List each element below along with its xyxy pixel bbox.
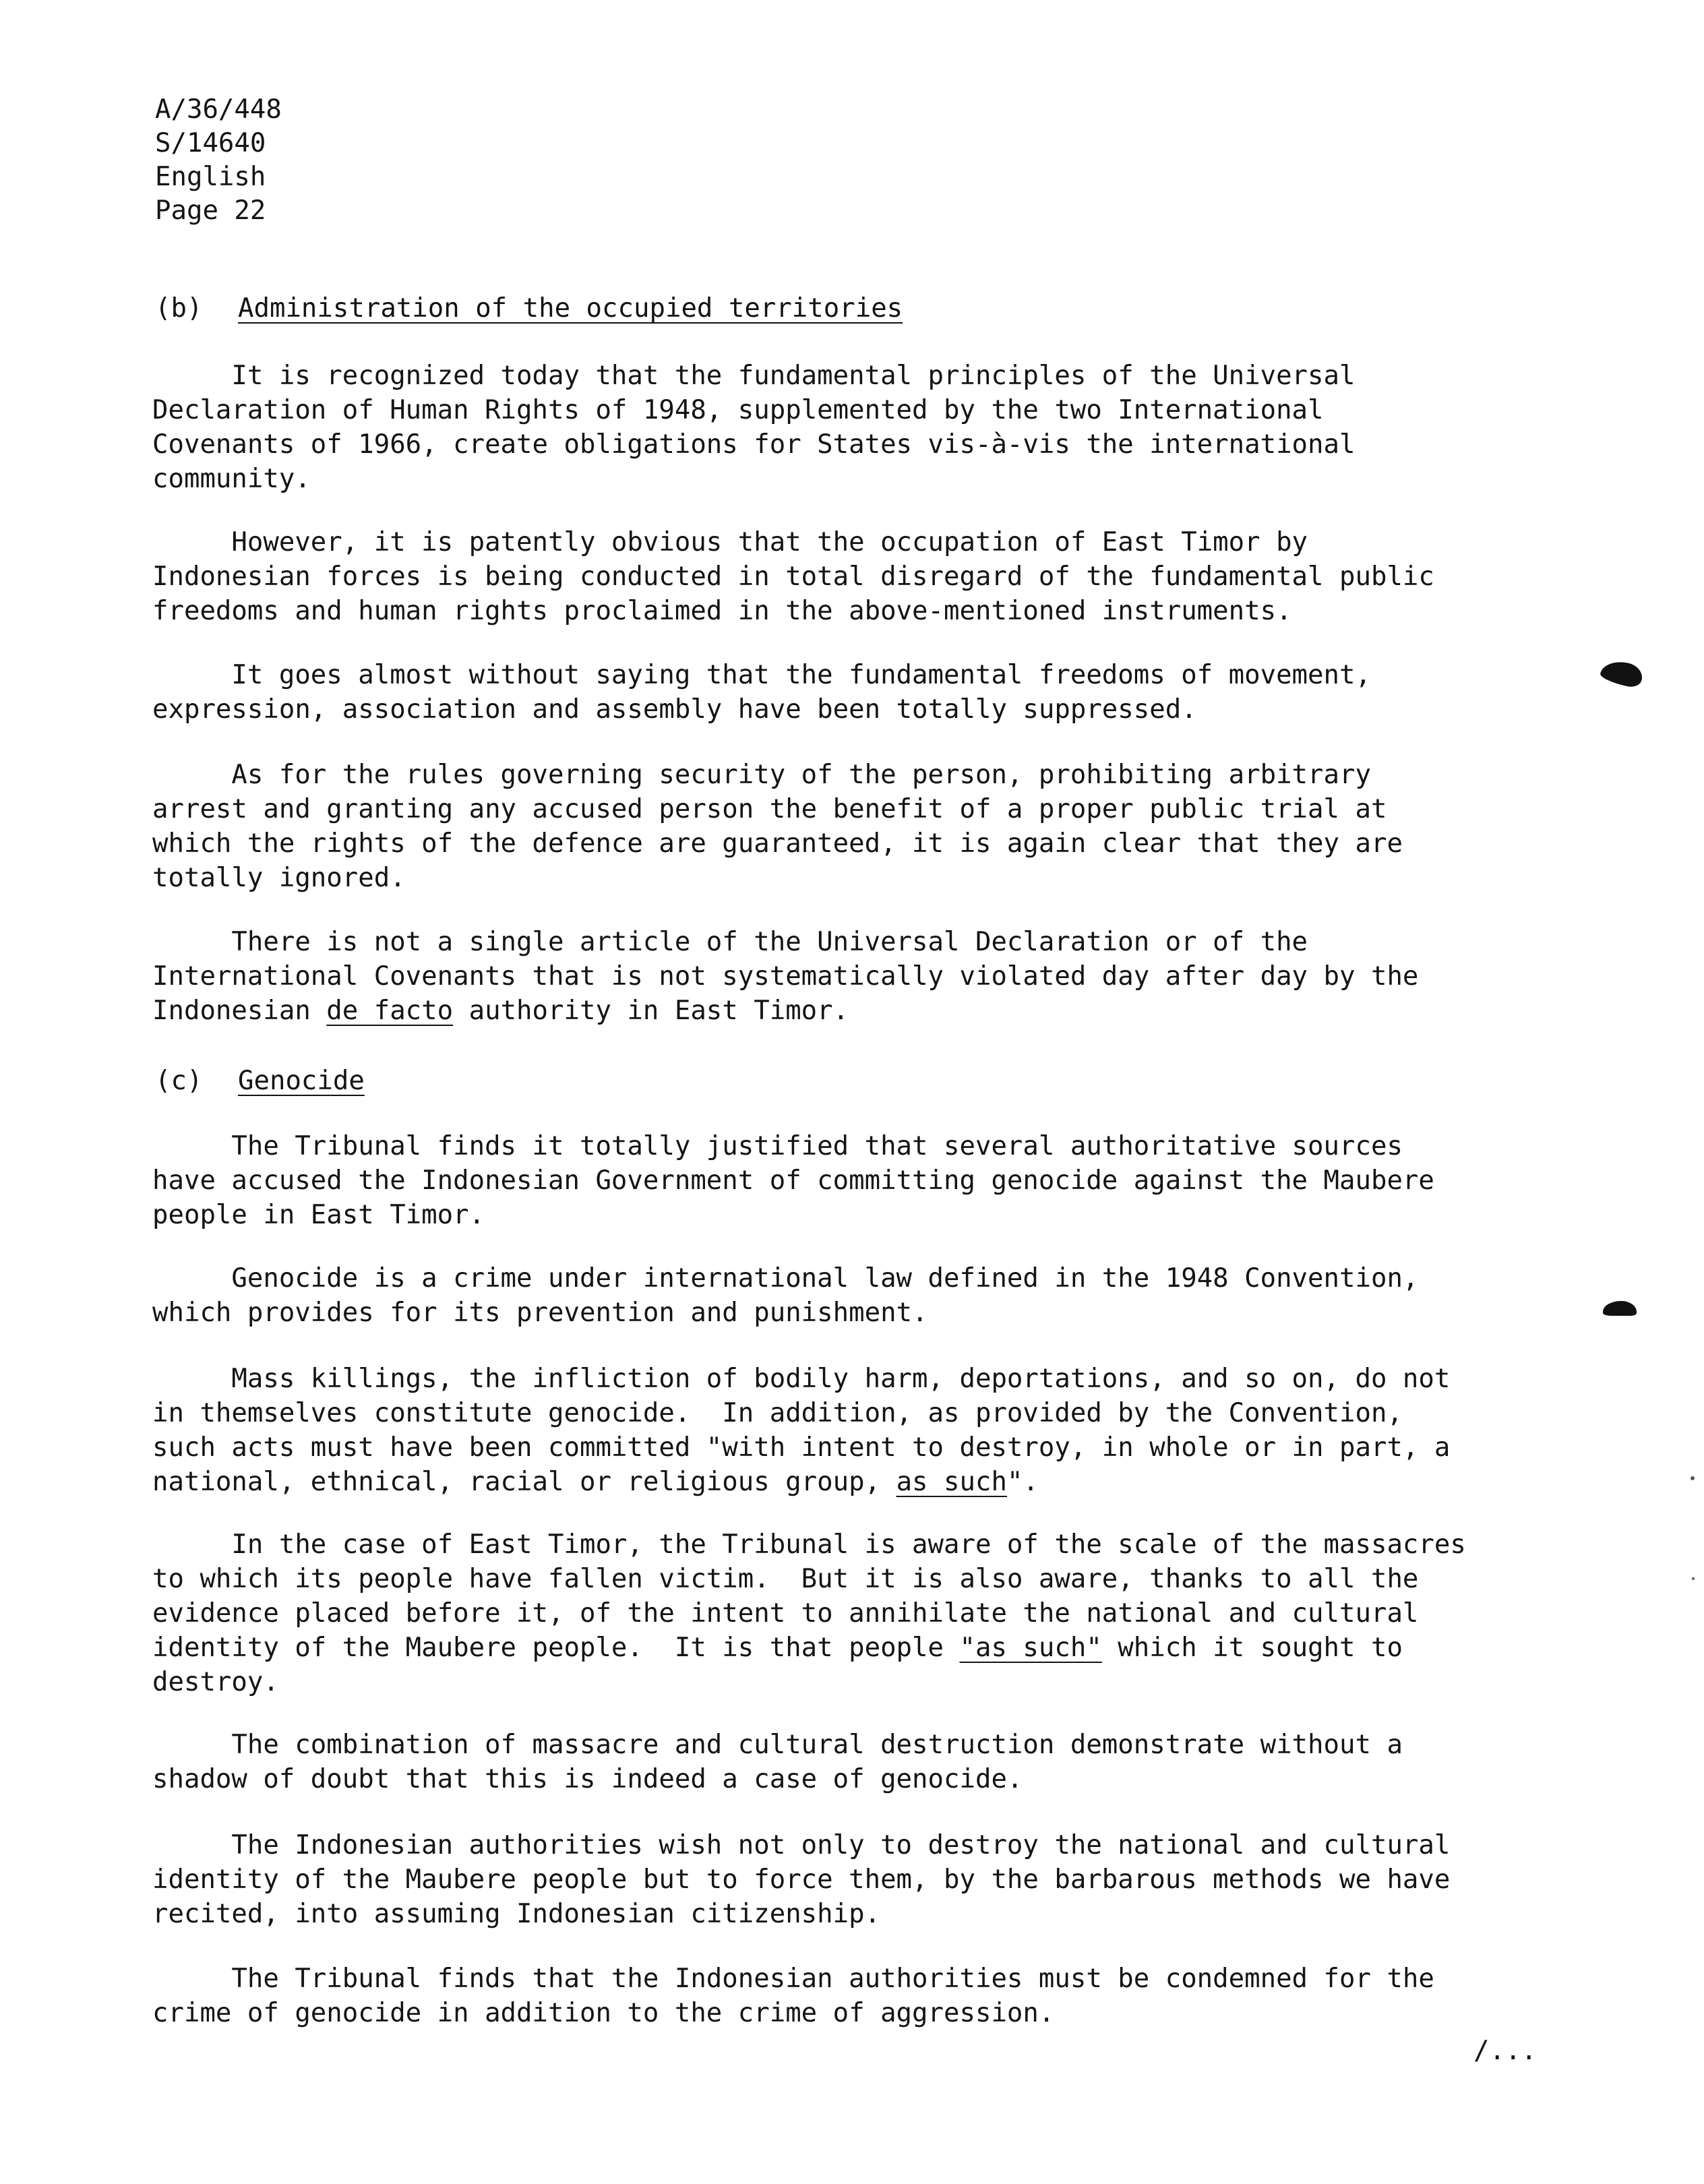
document-symbol-s: S/14640 — [155, 128, 266, 158]
section-c-paragraph-3-end: ". — [1006, 1467, 1039, 1497]
document-language: English — [155, 162, 266, 192]
section-b-paragraph-2: However, it is patently obvious that the occupation of East Timor by Indonesian forces is being conducted in total disregard of the fundamental public freedoms and human rights proclaimed in the above-mentioned instruments. — [152, 527, 1434, 626]
section-b-paragraph-3: It goes almost without saying that the fundamental freedoms of movement, expression, association and assembly have been totally suppressed. — [152, 660, 1371, 725]
section-c-label: (c) — [155, 1066, 203, 1096]
de-facto-emphasis: de facto — [326, 996, 454, 1026]
section-c-paragraph-2: Genocide is a crime under international law defined in the 1948 Convention, which provides for its prevention and punishment. — [152, 1263, 1419, 1328]
document-symbol-a: A/36/448 — [155, 94, 282, 125]
section-b-paragraph-5 — [152, 925, 1581, 1028]
section-b-paragraph-1: It is recognized today that the fundamental principles of the Universal Declaration of Human Rights of 1948, supplemented by the two International Covenants of 1966, create obligations for States vis-à-vis the international community. — [152, 361, 1356, 494]
section-b-paragraph-5-end: authority in East Timor. — [453, 996, 849, 1026]
as-such-quoted-emphasis: "as such" — [959, 1633, 1102, 1663]
section-b-title: Administration of the occupied territories — [238, 293, 903, 324]
scan-blot-mark — [1603, 1301, 1637, 1316]
scan-speck — [1691, 1476, 1695, 1480]
section-b-heading — [155, 291, 903, 326]
page-number: Page 22 — [155, 195, 266, 226]
document-header — [155, 93, 282, 228]
section-c-paragraph-7: The Tribunal finds that the Indonesian authorities must be condemned for the crime of genocide in addition to the crime of aggression. — [152, 1964, 1434, 2028]
section-c-paragraph-3 — [152, 1362, 1581, 1499]
continuation-marker: /... — [1473, 2036, 1537, 2066]
section-c-paragraph-4 — [152, 1527, 1581, 1699]
section-c-heading — [155, 1064, 365, 1098]
as-such-emphasis: as such — [896, 1467, 1007, 1497]
scan-speck — [1692, 1577, 1695, 1580]
section-b-label: (b) — [155, 293, 203, 324]
scan-blot-mark — [1599, 658, 1645, 689]
section-c-paragraph-6: The Indonesian authorities wish not only to destroy the national and cultural identity of the Maubere people but to force them, by the barbarous methods we have recited, into assuming Indonesian citizenship. — [152, 1830, 1451, 1929]
section-c-paragraph-5: The combination of massacre and cultural destruction demonstrate without a shadow of doubt that this is indeed a case of genocide. — [152, 1730, 1403, 1794]
section-c-paragraph-3-text: Mass killings, the infliction of bodily harm, deportations, and so on, do not in themselves constitute genocide. In addition, as provided by the Convention, such acts must have been committed "with intent to destroy, in whole or in part, a national, ethnical, racial or religious group, — [152, 1364, 1451, 1497]
section-c-title: Genocide — [238, 1066, 365, 1096]
section-c-paragraph-1: The Tribunal finds it totally justified that several authoritative sources have accused the Indonesian Government of committing genocide against the Maubere people in East Timor. — [152, 1131, 1434, 1230]
section-b-paragraph-5-text: There is not a single article of the Universal Declaration or of the International Covenants that is not systematically violated day after day by the Indonesian — [152, 927, 1419, 1026]
section-c-paragraph-4-end: which it sought to destroy. — [152, 1633, 1403, 1697]
section-b-paragraph-4: As for the rules governing security of the person, prohibiting arbitrary arrest and granting any accused person the benefit of a proper public trial at which the rights of the defence are guaranteed, it is again clear that they are totally ignored. — [152, 760, 1403, 893]
section-c-paragraph-4-text: In the case of East Timor, the Tribunal is aware of the scale of the massacres to which its people have fallen victim. But it is also aware, thanks to all the evidence placed before it, of the intent to annihilate the national and cultural identity of the Maubere people. It is that people — [152, 1529, 1466, 1663]
